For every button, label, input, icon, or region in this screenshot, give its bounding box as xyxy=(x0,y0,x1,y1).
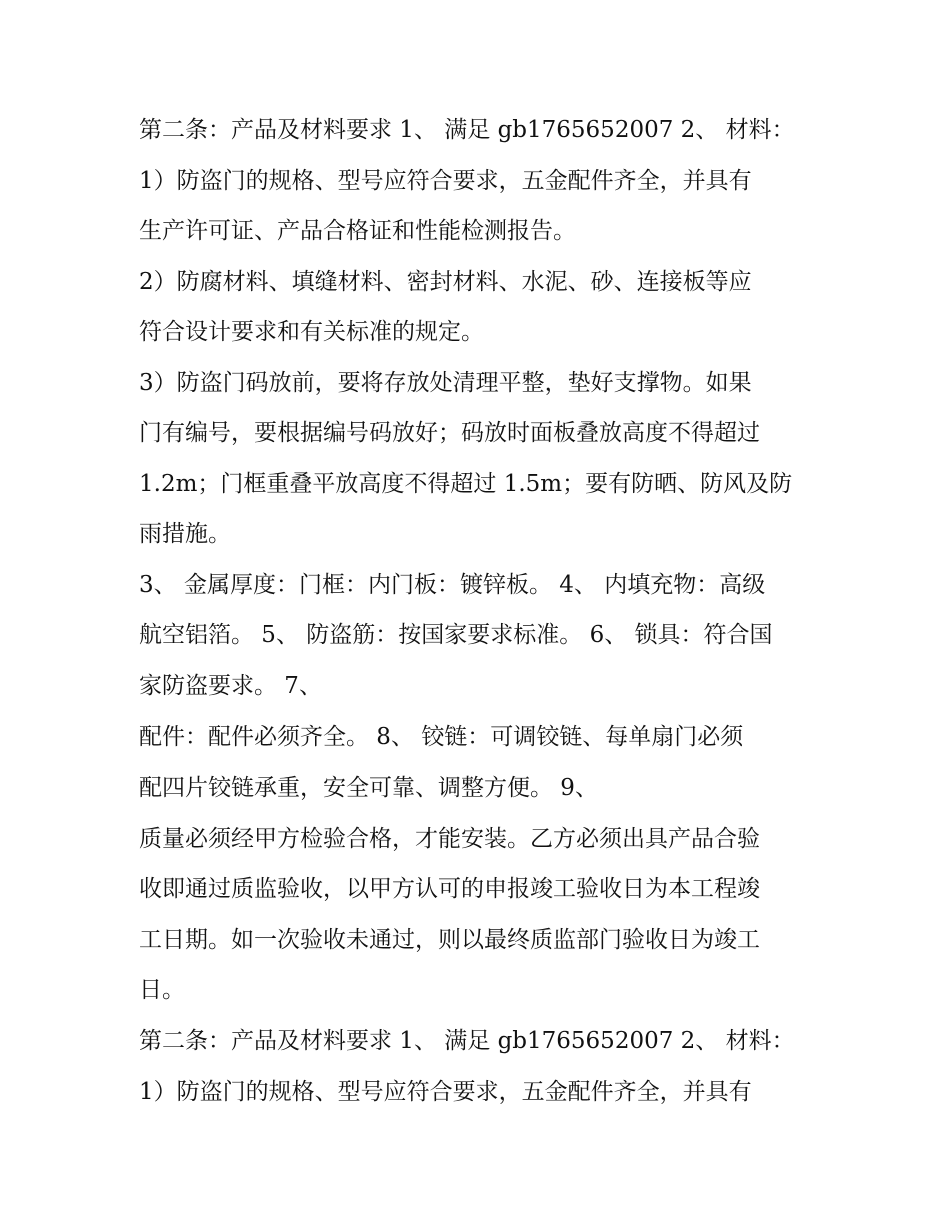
text-line: 门有编号，要根据编号码放好；码放时面板叠放高度不得超过 xyxy=(139,420,760,446)
text-line: 3）防盗门码放前，要将存放处清理平整，垫好支撑物。如果 xyxy=(139,370,752,396)
text-line: 1）防盗门的规格、型号应符合要求，五金配件齐全，并具有 xyxy=(139,1079,752,1105)
text-line: 家防盗要求。 7、 xyxy=(139,673,322,699)
text-line: 第二条：产品及材料要求 1、 满足 gb1765652007 2、 材料： xyxy=(139,1028,795,1054)
text-line: 配四片铰链承重，安全可靠、调整方便。 9、 xyxy=(139,775,598,801)
text-line: 航空铝箔。 5、 防盗筋：按国家要求标准。 6、 锁具：符合国 xyxy=(139,622,773,648)
text-line: 收即通过质监验收，以甲方认可的申报竣工验收日为本工程竣 xyxy=(139,876,760,902)
text-line: 第二条：产品及材料要求 1、 满足 gb1765652007 2、 材料： xyxy=(139,117,795,143)
text-line: 雨措施。 xyxy=(139,521,231,547)
text-line: 日。 xyxy=(139,977,185,1003)
text-line: 3、 金属厚度：门框：内门板：镀锌板。 4、 内填充物：高级 xyxy=(139,572,766,598)
text-line: 质量必须经甲方检验合格，才能安装。乙方必须出具产品合验 xyxy=(139,826,760,852)
text-line: 符合设计要求和有关标准的规定。 xyxy=(139,319,484,345)
text-line: 配件：配件必须齐全。 8、 铰链：可调铰链、每单扇门必须 xyxy=(139,724,744,750)
text-line: 1.2m；门框重叠平放高度不得超过 1.5m；要有防晒、防风及防 xyxy=(139,471,793,497)
text-line: 2）防腐材料、填缝材料、密封材料、水泥、砂、连接板等应 xyxy=(139,269,752,295)
text-line: 1）防盗门的规格、型号应符合要求，五金配件齐全，并具有 xyxy=(139,168,752,194)
text-line: 工日期。如一次验收未通过，则以最终质监部门验收日为竣工 xyxy=(139,927,760,953)
text-line: 生产许可证、产品合格证和性能检测报告。 xyxy=(139,218,576,244)
